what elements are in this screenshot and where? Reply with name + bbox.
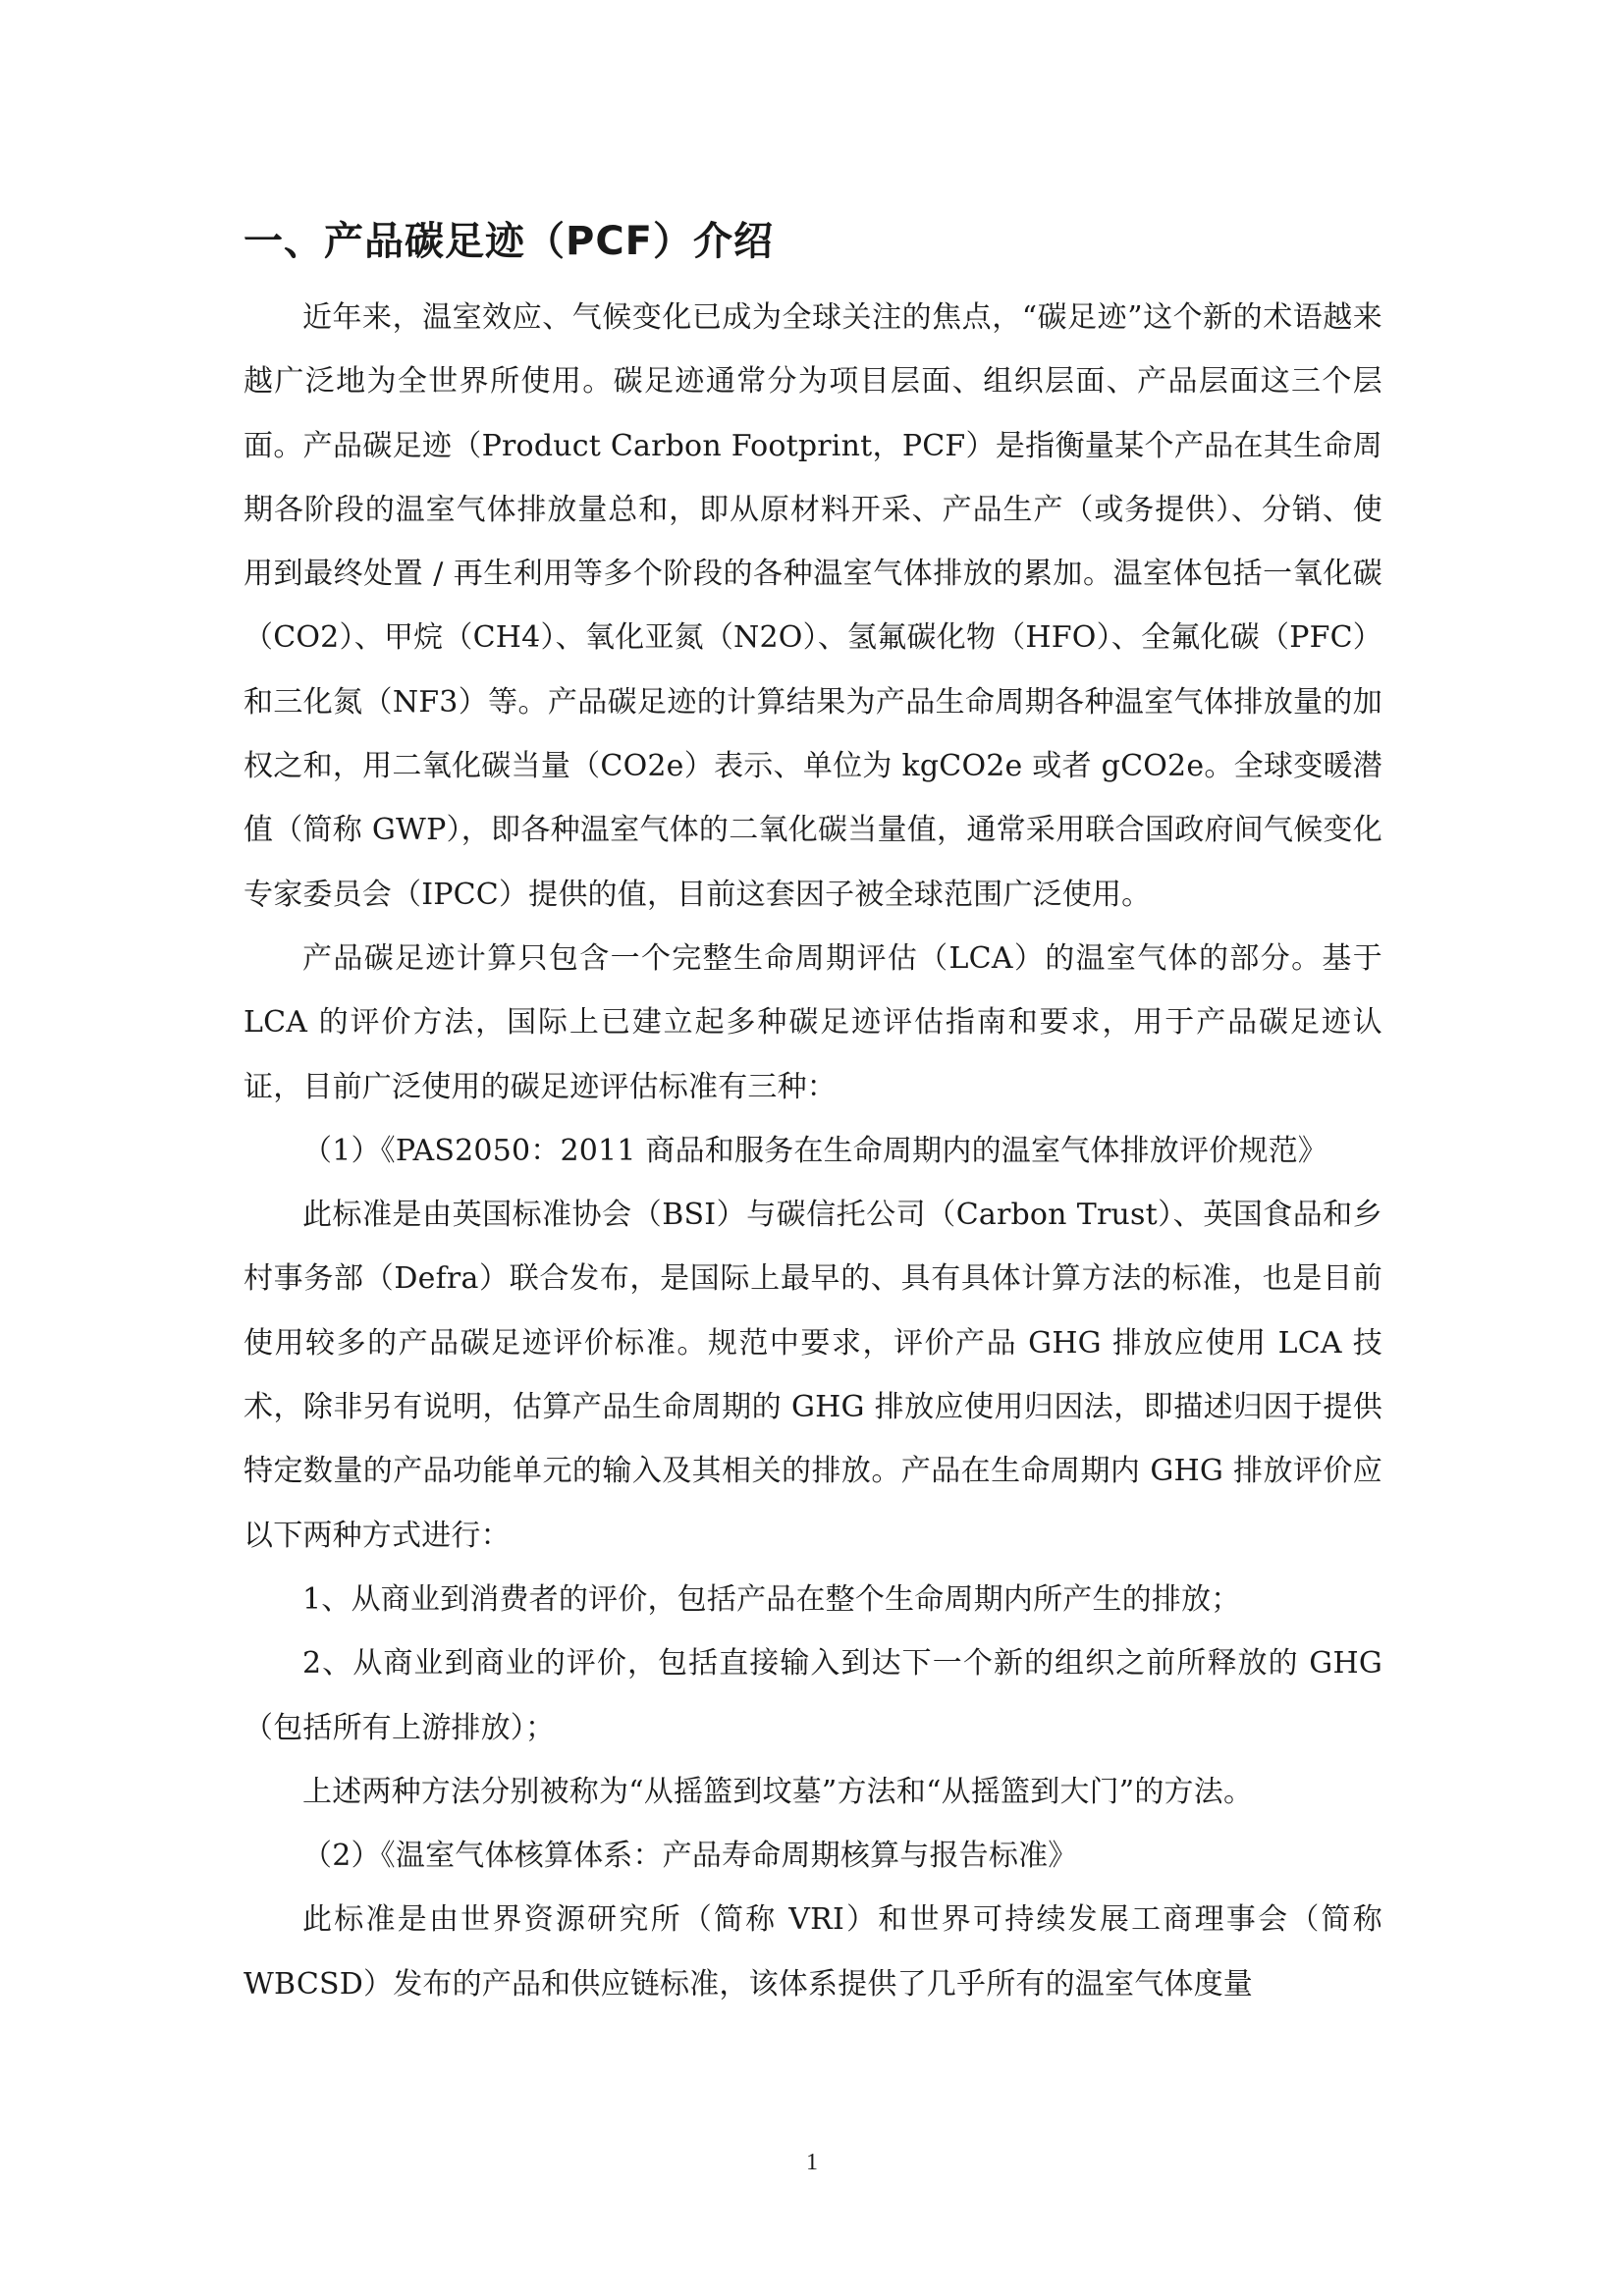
body-text — [244, 286, 1382, 2016]
section-heading: 一、产品碳足迹（PCF）介绍 — [244, 219, 774, 264]
list-item-2: 2、从商业到商业的评价，包括直接输入到达下一个新的组织之前所释放的 GHG（包括所有上游排放）； — [244, 1646, 1382, 1745]
paragraph-ghg-protocol: 此标准是由世界资源研究所（简称 VRI）和世界可持续发展工商理事会（简称 WBCSD）发布的产品和供应链标准，该体系提供了几乎所有的温室气体度量 — [244, 1902, 1382, 2002]
list-item-1: 1、从商业到消费者的评价，包括产品在整个生命周期内所产生的排放； — [302, 1581, 1241, 1617]
paragraph-methods: 上述两种方法分别被称为“从摇篮到坟墓”方法和“从摇篮到大门”的方法。 — [302, 1774, 1254, 1809]
paragraph-pas2050: 此标准是由英国标准协会（BSI）与碳信托公司（Carbon Trust）、英国食品和乡村事务部（Defra）联合发布，是国际上最早的、具有具体计算方法的标准，也是目前使用较多的产品碳足迹评价标准。规范中要求，评价产品 GHG 排放应使用 LCA 技术，除非另有说明，估算产品生命周期的 GHG 排放应使用归因法，即描述归因于提供特定数量的产品功能单元的输入及其相关的排放。产品在生命周期内 GHG 排放评价应以下两种方式进行： — [244, 1198, 1382, 1553]
paragraph-lca: 产品碳足迹计算只包含一个完整生命周期评估（LCA）的温室气体的部分。基于 LCA 的评价方法，国际上已建立起多种碳足迹评估指南和要求，用于产品碳足迹认证，目前广泛使用的碳足迹评估标准有三种： — [244, 940, 1382, 1104]
page-number: 1 — [806, 2150, 818, 2175]
standard-heading-pas2050: （1）《PAS2050：2011 商品和服务在生命周期内的温室气体排放评价规范》 — [302, 1133, 1327, 1168]
paragraph-intro: 近年来，温室效应、气候变化已成为全球关注的焦点，“碳足迹”这个新的术语越来越广泛地为全世界所使用。碳足迹通常分为项目层面、组织层面、产品层面这三个层面。产品碳足迹（Product Carbon Footprint，PCF）是指衡量某个产品在其生命周期各阶段的温室气体排放量总和，即从原材料开采、产品生产（或务提供）、分销、使用到最终处置 / 再生利用等多个阶段的各种温室气体排放的累加。温室体包括一氧化碳（CO2）、甲烷（CH4）、氧化亚氮（N2O）、氢氟碳化物（HFO）、全氟化碳（PFC）和三化氮（NF3）等。产品碳足迹的计算结果为产品生命周期各种温室气体排放量的加权之和，用二氧化碳当量（CO2e）表示、单位为 kgCO2e 或者 gCO2e。全球变暖潜值（简称 GWP），即各种温室气体的二氧化碳当量值，通常采用联合国政府间气候变化专家委员会（IPCC）提供的值，目前这套因子被全球范围广泛使用。 — [244, 300, 1382, 912]
standard-heading-ghg-protocol: （2）《温室气体核算体系：产品寿命周期核算与报告标准》 — [302, 1839, 1078, 1874]
